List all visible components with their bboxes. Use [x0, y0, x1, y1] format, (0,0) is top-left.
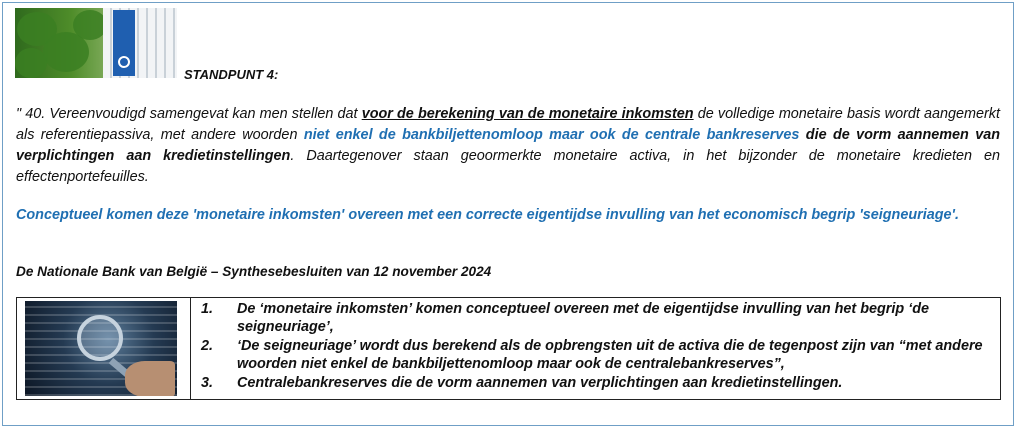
list-number: 1.	[201, 301, 214, 317]
table-divider	[190, 298, 191, 399]
list-text: ‘De seigneuriage’ wordt dus berekend als de opbrengsten uit de activa die de tegenpost zijn van “met andere woorden niet enkel de bankbiljettenomloop maar ook de centralebankreserves”,	[237, 337, 983, 373]
magnifying-glass-icon	[77, 315, 123, 361]
fake-news-image	[25, 301, 177, 396]
quote-highlight-blue: niet enkel de bankbiljettenomloop maar ook de centrale bankreserves	[303, 127, 800, 143]
conclusions-list	[201, 300, 993, 392]
conceptual-paragraph: Conceptueel komen deze 'monetaire inkomsten' overeen met een correcte eigentijdse invulling van het economisch begrip 'seigneuriage'.	[16, 207, 959, 223]
source-citation: De Nationale Bank van België – Synthesebesluiten van 12 november 2024	[16, 264, 492, 279]
nbb-logo-banner	[113, 10, 135, 76]
section-heading: STANDPUNT 4:	[184, 67, 279, 82]
list-item	[201, 300, 993, 337]
list-number: 2.	[201, 337, 214, 354]
quote-prefix: " 40. Vereenvoudigd samengevat kan men stellen dat	[16, 106, 362, 122]
quote-paragraph	[16, 104, 1000, 188]
quote-bold: die de vorm aannemen van verplichtingen aan kredietinstellingen	[16, 127, 1000, 164]
quote-middle: de volledige monetaire basis wordt aangemerkt als referentiepassiva, met andere woorden	[16, 106, 1000, 143]
list-item	[201, 374, 993, 392]
quote-suffix: . Daartegenover staan geoormerkte monetaire activa, in het bijzonder de monetaire kredieten en effectenportefeuilles.	[16, 148, 1001, 185]
list-item	[201, 337, 993, 374]
list-number: 3.	[201, 374, 214, 391]
conclusions-table	[16, 297, 1001, 400]
list-text: Centralebankreserves die de vorm aannemen van verplichtingen aan kredietinstellingen.	[237, 374, 843, 391]
nbb-building-photo	[15, 8, 177, 78]
list-text: De ‘monetaire inkomsten’ komen conceptueel overeen met de eigentijdse invulling van het begrip ‘de seigneuriage’,	[237, 301, 929, 336]
quote-underlined: voor de berekening van de monetaire inkomsten	[361, 106, 694, 122]
